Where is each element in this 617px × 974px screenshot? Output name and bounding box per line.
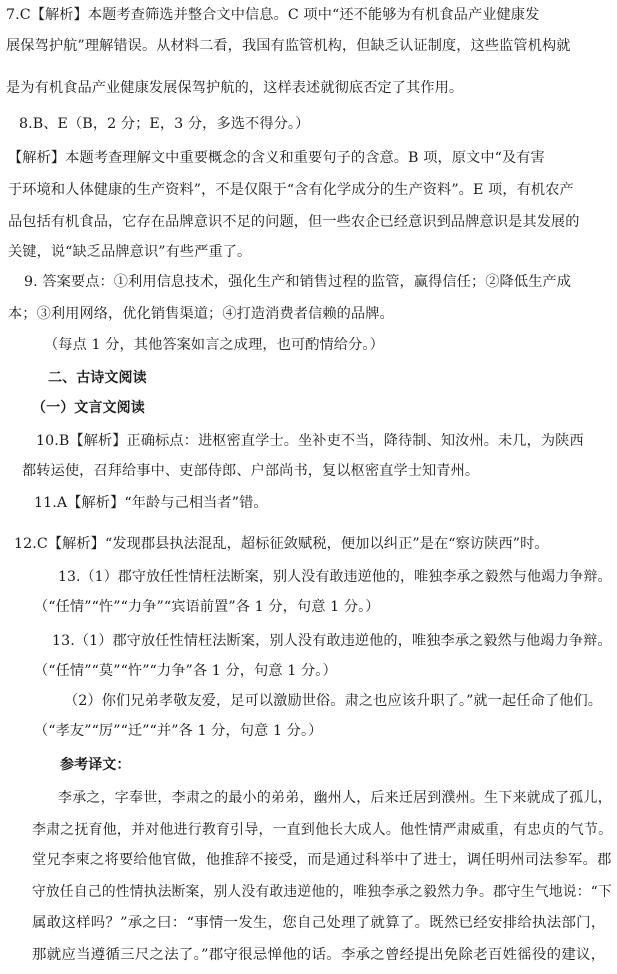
subsection-heading-wenyan: （一）文言文阅读 <box>32 400 145 416</box>
answer-10-line-2: 都转运使，召拜给事中、吏部侍郎、户部尚书，复以枢密直学士知青州。 <box>22 463 480 479</box>
answer-8-line: 8.B、E（B，2 分；E，3 分，多选不得分。） <box>19 116 310 132</box>
answer-9-note: （每点 1 分，其他答案如言之成理，也可酌情给分。） <box>44 337 384 353</box>
answer-10-line-1: 10.B【解析】正确标点：进枢密直学士。坐补吏不当，降待制、知汝州。未几，为陕西 <box>36 433 584 449</box>
answer-7-line-3: 是为有机食品产业健康发展保驾护航的，这样表述就彻底否定了其作用。 <box>6 80 464 96</box>
translation-line-2: 李肃之抚育他，并对他进行教育引导，一直到他长大成人。他性情严肃威重，有忠贞的气节。 <box>32 822 613 838</box>
answer-11-line: 11.A【解析】“年龄与己相当者”错。 <box>34 495 268 511</box>
translation-heading: 参考译文： <box>60 757 131 773</box>
analysis-8-line-2: 于环境和人体健康的生产资料”，不是仅限于“含有化学成分的生产资料”。E 项，有机农产 <box>8 182 574 198</box>
analysis-8-line-1: 【解析】本题考查理解文中重要概念的含义和重要句子的含意。B 项，原文中“及有害 <box>8 150 545 166</box>
answer-13-1-line-alt: 13.（1）郡守放任性情枉法断案，别人没有敢违逆他的，唯独李承之毅然与他竭力争辩。 <box>52 633 612 649</box>
answer-7-line-1: 7.C【解析】本题考查筛选并整合文中信息。C 项中“还不能够为有机食品产业健康发 <box>6 7 540 23</box>
answer-9-line-1: 9. 答案要点：①利用信息技术，强化生产和销售过程的监管，赢得信任；②降低生产成 <box>24 274 571 290</box>
answer-9-line-2: 本；③利用网络，优化销售渠道；④打造消费者信赖的品牌。 <box>8 306 394 322</box>
analysis-8-line-3: 品包括有机食品，它存在品牌意识不足的问题，但一些农企已经意识到品牌意识是其发展的 <box>8 214 580 230</box>
answer-13-1-line: 13.（1）郡守放任性情枉法断案，别人没有敢违逆他的，唯独李承之毅然与他竭力争辩。 <box>58 569 612 585</box>
translation-line-1: 李承之，字奉世，李肃之的最小的弟弟，幽州人，后来迁居到濮州。生下来就成了孤儿， <box>58 790 612 806</box>
answer-13-2-scoring: （“孝友”“厉”“迁”“并”各 1 分，句意 1 分。） <box>34 723 323 739</box>
answer-13-2-line: （2）你们兄弟孝敬友爱，足可以激励世俗。肃之也应该升职了。”就一起任命了他们。 <box>64 693 603 709</box>
analysis-8-line-4: 关键，说“缺乏品牌意识”有些严重了。 <box>8 244 252 260</box>
answer-13-1-scoring-alt: （“任情”“莫”“忤”“力争”各 1 分，句意 1 分。） <box>34 663 337 679</box>
answer-12-line: 12.C【解析】“发现郡县执法混乱，超标征敛赋税，便加以纠正”是在“察访陕西”时。 <box>14 536 549 552</box>
answer-7-line-2: 展保驾护航”理解错误。从材料二看，我国有监管机构，但缺乏认证制度，这些监管机构就 <box>6 38 571 54</box>
section-heading-classical: 二、古诗文阅读 <box>48 370 147 386</box>
translation-line-4: 守放任自己的性情执法断案，别人没有敢违逆他的，唯独李承之毅然力争。郡守生气地说：“下 <box>32 884 612 900</box>
translation-line-5: 属敢这样吗？”承之曰：“事情一发生，您自己处理了就算了。既然已经安排给执法部门， <box>32 915 606 931</box>
translation-line-3: 堂兄李柬之将要给他官做，他推辞不接受，而是通过科举中了进士，调任明州司法参军。郡 <box>32 852 612 868</box>
translation-line-6: 那就应当遵循三尺之法了。”郡守很忌惮他的话。李承之曾经提出免除老百姓徭役的建议， <box>32 947 606 963</box>
answer-13-1-scoring: （“任情”“忤”“力争”“宾语前置”各 1 分，句意 1 分。） <box>34 599 380 615</box>
